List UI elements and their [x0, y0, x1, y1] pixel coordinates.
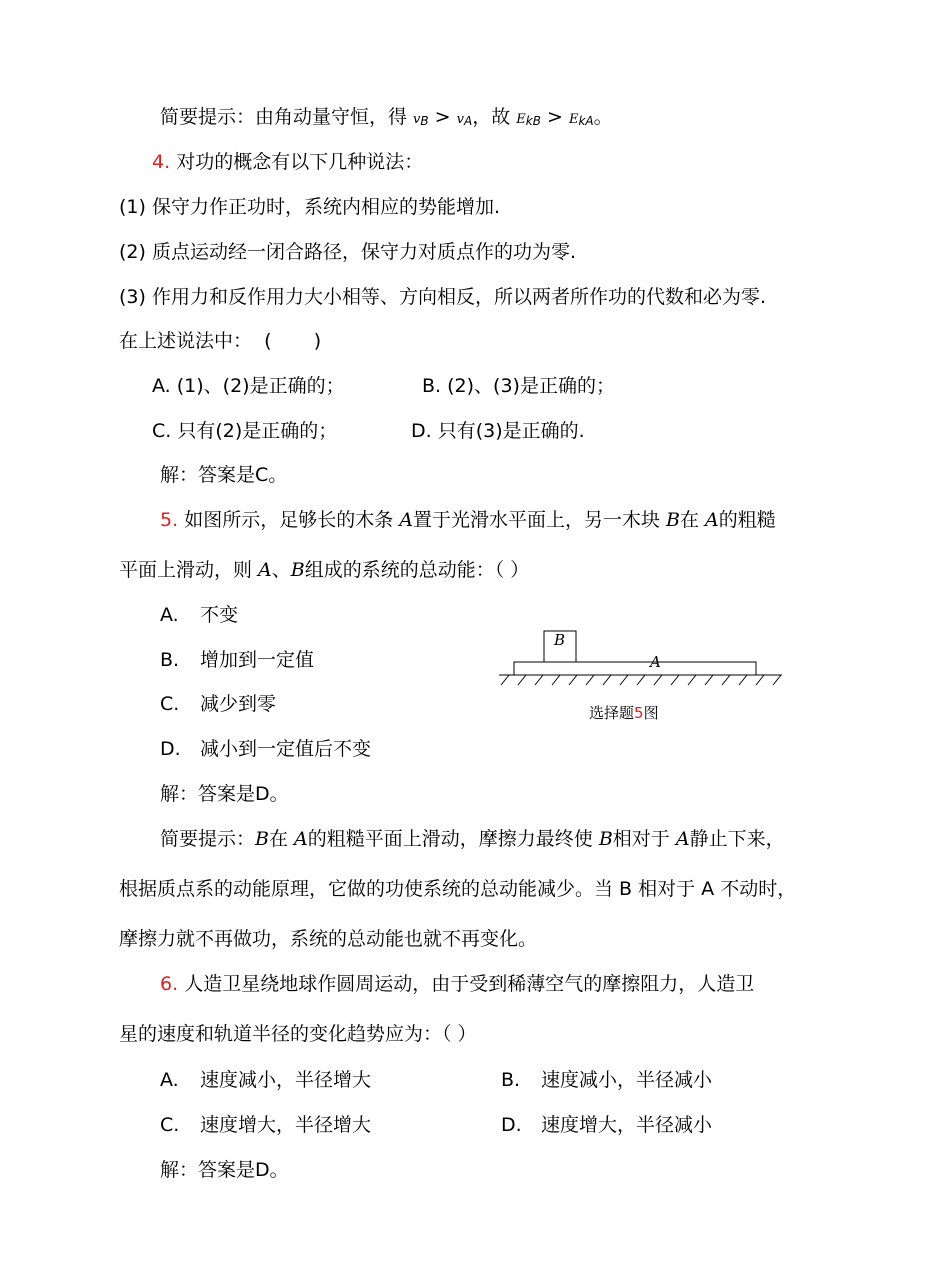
q5-option-a: A. 不变 — [160, 604, 239, 626]
q5-option-d: D. 减小到一定值后不变 — [160, 738, 372, 760]
q4-option-b: B. (2)、(3)是正确的； — [422, 375, 615, 397]
q4-statement-1: (1) 保守力作正功时，系统内相应的势能增加. — [119, 196, 500, 218]
q6-number: 6. — [160, 973, 179, 995]
q6-option-d: D. 速度增大，半径减小 — [501, 1114, 713, 1136]
q5-hint-line3: 摩擦力就不再做功，系统的总动能也就不再变化。 — [119, 928, 538, 950]
q4-option-a: A. (1)、(2)是正确的； — [152, 375, 345, 397]
q6-option-c: C. 速度增大，半径增大 — [160, 1114, 372, 1136]
q6-stem-line1: 6. 人造卫星绕地球作圆周运动，由于受到稀薄空气的摩擦阻力，人造卫 — [160, 973, 755, 995]
q5-option-c: C. 减少到零 — [160, 693, 277, 715]
q6-option-b: B. 速度减小，半径减小 — [501, 1069, 713, 1091]
q4-statement-3: (3) 作用力和反作用力大小相等、方向相反，所以两者所作功的代数和必为零. — [119, 286, 766, 308]
label-a: A — [650, 653, 661, 671]
q6-answer: 解：答案是D。 — [160, 1159, 289, 1181]
q5-hint-line2: 根据质点系的动能原理，它做的功使系统的总动能减少。当 B 相对于 A 不动时， — [119, 878, 797, 900]
ground-hatching — [501, 675, 781, 685]
q4-stem: 4. 对功的概念有以下几种说法： — [152, 151, 424, 173]
q4-option-d: D. 只有(3)是正确的. — [411, 420, 585, 442]
q4-option-c: C. 只有(2)是正确的； — [152, 420, 338, 442]
q5-figure-caption: 选择题5图 — [589, 704, 659, 722]
q6-option-a: A. 速度减小，半径增大 — [160, 1069, 372, 1091]
q6-stem-line2: 星的速度和轨道半径的变化趋势应为：（ ） — [119, 1023, 477, 1045]
q5-hint-line1: 简要提示：B在 A的粗糙平面上滑动，摩擦力最终使 B相对于 A静止下来， — [160, 828, 785, 850]
q4-question: 在上述说法中： ( ) — [119, 330, 322, 352]
q5-number: 5. — [160, 509, 179, 531]
q4-number: 4. — [152, 151, 171, 173]
q4-statement-2: (2) 质点运动经一闭合路径，保守力对质点作的功为零. — [119, 241, 576, 263]
plank-a — [514, 662, 756, 675]
q5-figure — [495, 628, 785, 690]
q5-stem-line1: 5. 如图所示，足够长的木条 A置于光滑水平面上，另一木块 B在 A的粗糙 — [160, 509, 776, 531]
q5-answer: 解：答案是D。 — [160, 783, 289, 805]
hint-angular-momentum: 简要提示：由角动量守恒，得 vB > vA，故 EkB > EkA。 — [160, 106, 613, 128]
label-b: B — [554, 631, 566, 649]
q4-answer: 解：答案是C。 — [160, 464, 288, 486]
q5-option-b: B. 增加到一定值 — [160, 649, 315, 671]
q5-stem-line2: 平面上滑动，则 A、B组成的系统的总动能：（ ） — [119, 559, 530, 581]
